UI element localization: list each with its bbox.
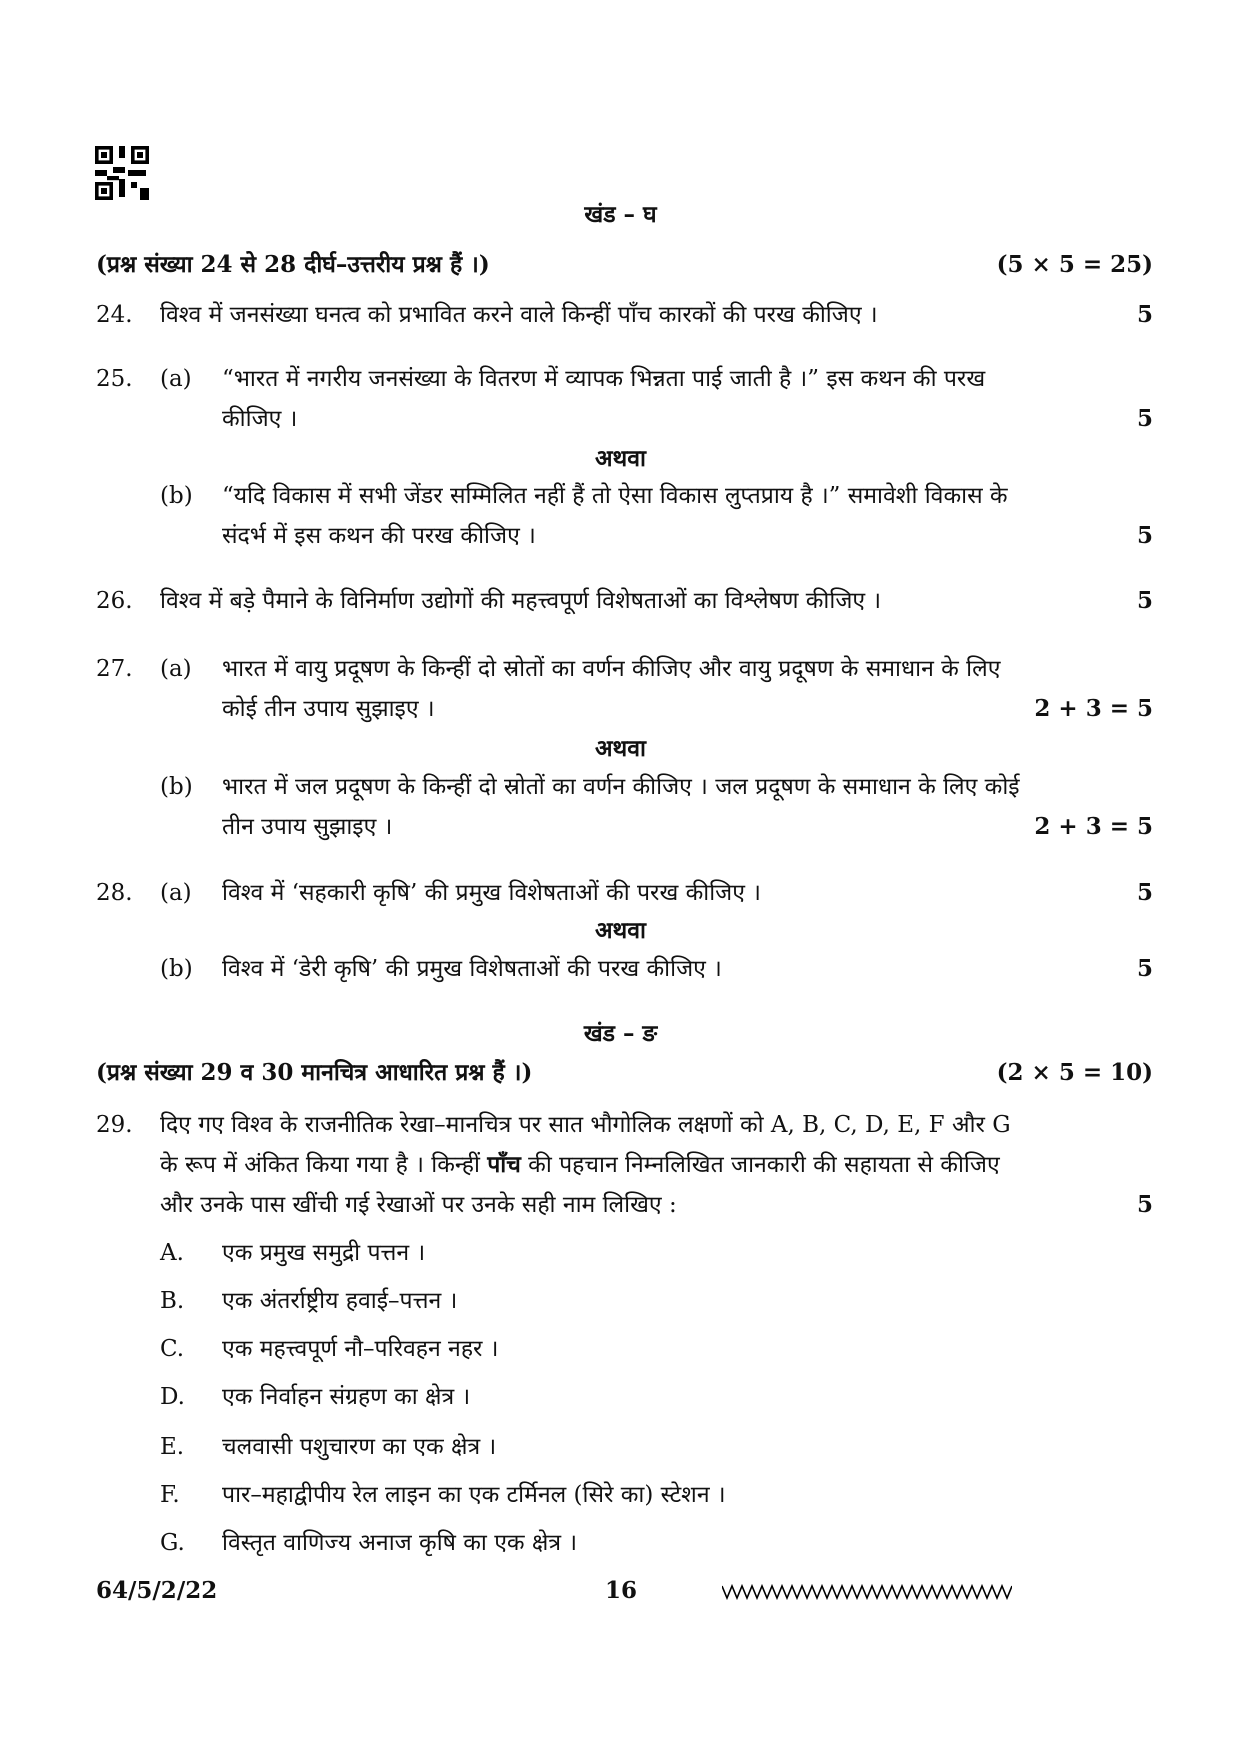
q27-b-line1: भारत में जल प्रदूषण के किन्हीं दो स्रोतों का वर्णन कीजिए । जल प्रदूषण के समाधान के लिए कोई — [222, 774, 1020, 800]
q24-marks: 5 — [1136, 301, 1153, 328]
q27-a-label: (a) — [160, 656, 192, 682]
section-d-marks: (5 × 5 = 25) — [996, 251, 1153, 278]
q26-text: विश्व में बड़े पैमाने के विनिर्माण उद्योगों की महत्त्वपूर्ण विशेषताओं का विश्लेषण कीजिए । — [160, 588, 882, 614]
item-label: E. — [160, 1434, 185, 1460]
q28-b-label: (b) — [160, 956, 193, 982]
q29-line2 — [160, 1150, 1000, 1180]
q27-b-marks: 2 + 3 = 5 — [1034, 813, 1153, 840]
q27-a-marks: 2 + 3 = 5 — [1034, 695, 1153, 722]
item-text: एक महत्त्वपूर्ण नौ–परिवहन नहर । — [222, 1336, 499, 1362]
q26-number: 26. — [96, 588, 133, 614]
q29-number: 29. — [96, 1112, 133, 1138]
item-text: एक प्रमुख समुद्री पत्तन । — [222, 1240, 426, 1266]
item-text: पार–महाद्वीपीय रेल लाइन का एक टर्मिनल (सिरे का) स्टेशन । — [222, 1482, 726, 1508]
q26-marks: 5 — [1136, 587, 1153, 614]
zigzag-decoration-icon — [722, 1582, 1012, 1602]
item-label: D. — [160, 1384, 185, 1410]
q28-b-text: विश्व में ‘डेरी कृषि’ की प्रमुख विशेषताओं की परख कीजिए । — [222, 956, 722, 982]
q24-number: 24. — [96, 302, 133, 328]
item-label: G. — [160, 1530, 185, 1556]
q27-b-label: (b) — [160, 774, 193, 800]
q25-a-marks: 5 — [1136, 405, 1153, 432]
q27-or: अथवा — [594, 735, 646, 762]
q25-a-label: (a) — [160, 366, 192, 392]
item-label: F. — [160, 1482, 180, 1508]
section-d-instruction: (प्रश्न संख्या 24 से 28 दीर्घ–उत्तरीय प्रश्न हैं ।) — [96, 251, 490, 278]
item-label: B. — [160, 1288, 185, 1314]
q29-line3: और उनके पास खींची गई रेखाओं पर उनके सही नाम लिखिए : — [160, 1192, 677, 1218]
q25-or: अथवा — [594, 445, 646, 472]
q27-b-line2: तीन उपाय सुझाइए । — [222, 814, 393, 840]
section-e-instruction: (प्रश्न संख्या 29 व 30 मानचित्र आधारित प्रश्न हैं ।) — [96, 1059, 533, 1086]
q25-b-line1: “यदि विकास में सभी जेंडर सम्मिलित नहीं हैं तो ऐसा विकास लुप्तप्राय है ।” समावेशी विकास के — [222, 483, 1008, 509]
item-label: A. — [160, 1240, 184, 1266]
q27-number: 27. — [96, 656, 133, 682]
qr-code-icon — [95, 146, 149, 200]
q29-marks: 5 — [1136, 1191, 1153, 1218]
q25-a-line2: कीजिए । — [222, 406, 298, 432]
item-text: चलवासी पशुचारण का एक क्षेत्र । — [222, 1434, 497, 1460]
q28-or: अथवा — [594, 917, 646, 944]
item-label: C. — [160, 1336, 185, 1362]
page-number: 16 — [605, 1577, 638, 1604]
item-text: विस्तृत वाणिज्य अनाज कृषि का एक क्षेत्र । — [222, 1530, 578, 1556]
q28-a-label: (a) — [160, 880, 192, 906]
q29-line2-pre: के रूप में अंकित किया गया है । किन्हीं — [160, 1152, 488, 1178]
q25-number: 25. — [96, 366, 133, 392]
q28-b-marks: 5 — [1136, 955, 1153, 982]
item-text: एक अंतर्राष्ट्रीय हवाई–पत्तन । — [222, 1288, 458, 1314]
q29-line2-post: की पहचान निम्नलिखित जानकारी की सहायता से कीजिए — [520, 1152, 1000, 1178]
q25-b-marks: 5 — [1136, 522, 1153, 549]
q24-text: विश्व में जनसंख्या घनत्व को प्रभावित करने वाले किन्हीं पाँच कारकों की परख कीजिए । — [160, 302, 878, 328]
section-e-title: खंड – ङ — [583, 1020, 658, 1047]
section-e-marks: (2 × 5 = 10) — [996, 1059, 1153, 1086]
q28-a-text: विश्व में ‘सहकारी कृषि’ की प्रमुख विशेषताओं की परख कीजिए । — [222, 880, 761, 906]
q27-a-line2: कोई तीन उपाय सुझाइए । — [222, 696, 435, 722]
section-d-title: खंड – घ — [584, 201, 657, 228]
q29-line1: दिए गए विश्व के राजनीतिक रेखा–मानचित्र पर सात भौगोलिक लक्षणों को A, B, C, D, E, F और G — [160, 1112, 1011, 1138]
q28-number: 28. — [96, 880, 133, 906]
q25-b-line2: संदर्भ में इस कथन की परख कीजिए । — [222, 523, 536, 549]
q28-a-marks: 5 — [1136, 879, 1153, 906]
q29-line2-bold: पाँच — [487, 1151, 521, 1178]
q25-a-line1: “भारत में नगरीय जनसंख्या के वितरण में व्यापक भिन्नता पाई जाती है ।” इस कथन की परख — [222, 366, 986, 392]
item-text: एक निर्वाहन संग्रहण का क्षेत्र । — [222, 1384, 471, 1410]
footer-code: 64/5/2/22 — [96, 1577, 218, 1604]
q27-a-line1: भारत में वायु प्रदूषण के किन्हीं दो स्रोतों का वर्णन कीजिए और वायु प्रदूषण के समाधान के लिए — [222, 656, 1001, 682]
q25-b-label: (b) — [160, 483, 193, 509]
